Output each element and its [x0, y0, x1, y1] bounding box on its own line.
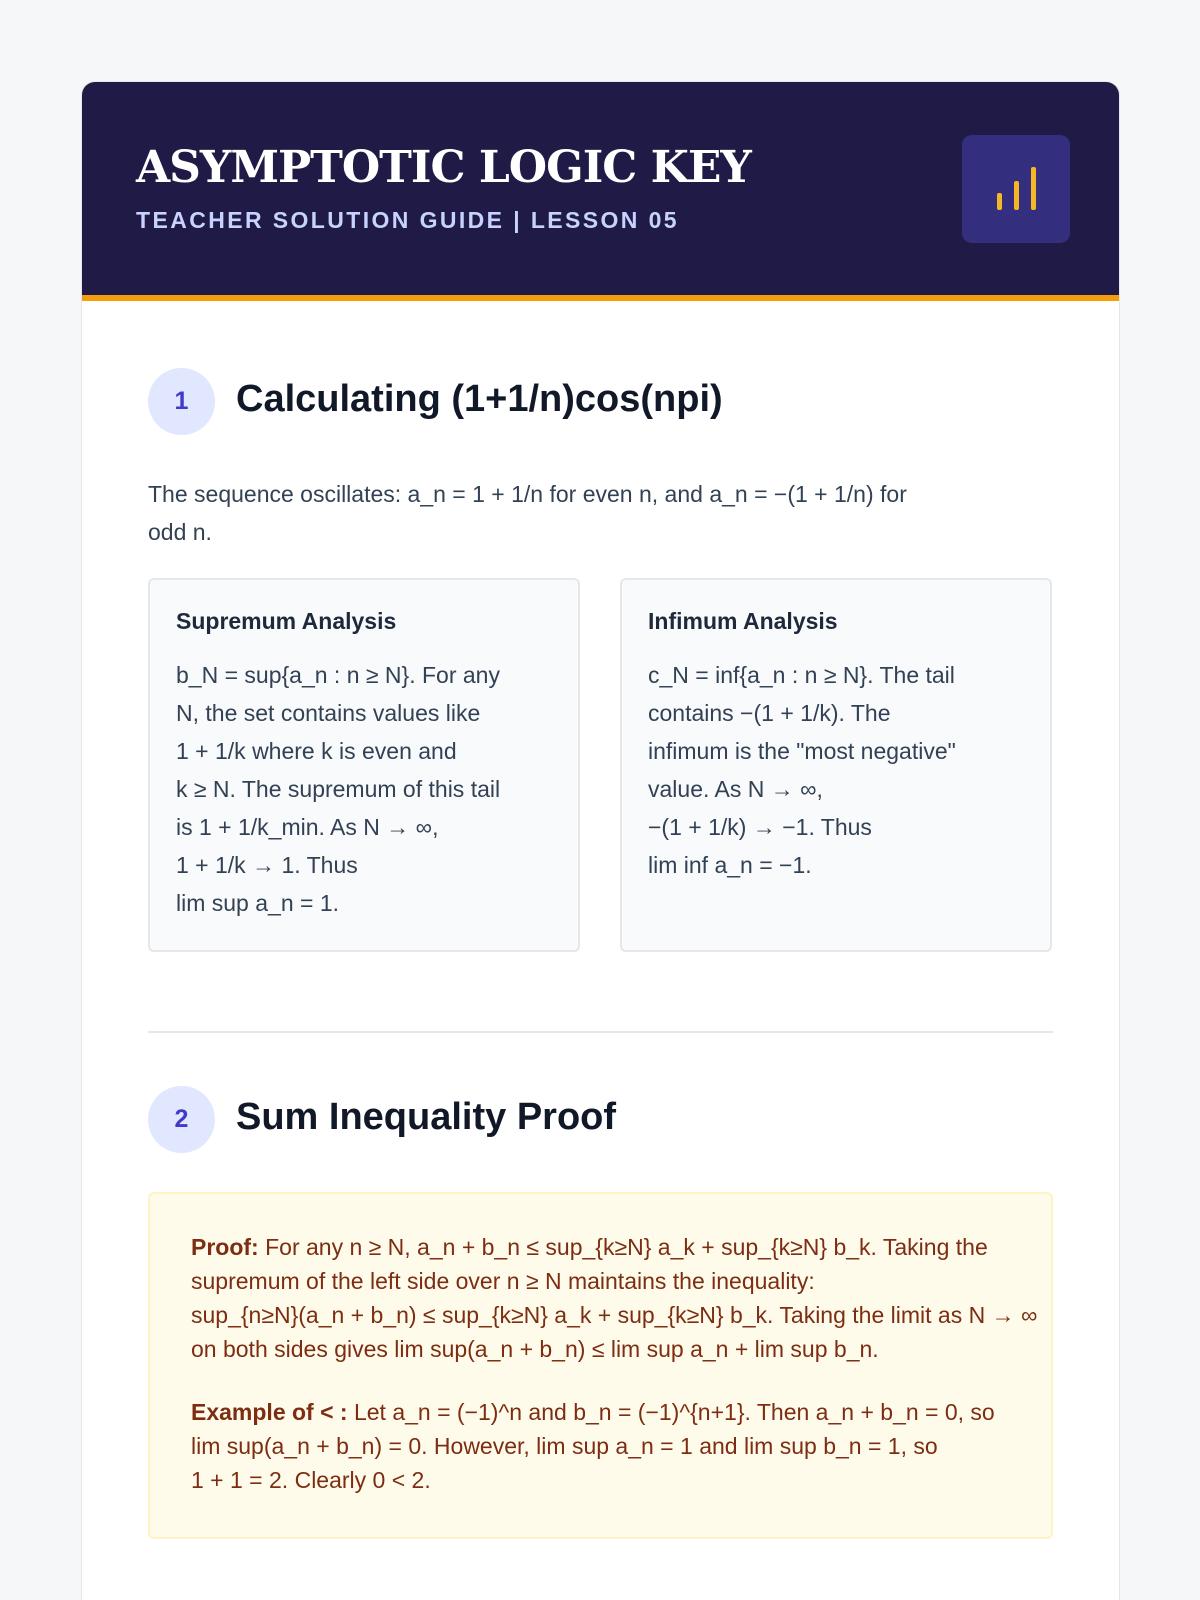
- supremum-analysis-box: [148, 578, 580, 952]
- section-intro-line: odd n.: [148, 519, 212, 545]
- box-title: Infimum Analysis: [648, 608, 838, 634]
- box-line: −(1 + 1/k) → −1. Thus: [648, 814, 872, 840]
- section-title: Sum Inequality Proof: [236, 1096, 617, 1138]
- box-line: c_N = inf{a_n : n ≥ N}. The tail: [648, 662, 955, 688]
- bar-chart-icon: [962, 135, 1070, 243]
- box-line: contains −(1 + 1/k). The: [648, 700, 891, 726]
- box-line: b_N = sup{a_n : n ≥ N}. For any: [176, 662, 500, 688]
- bar-chart-icon-bar: [997, 193, 1002, 210]
- box-body: [648, 656, 956, 884]
- box-line: 1 + 1/k → 1. Thus: [176, 852, 358, 878]
- box-body: [176, 656, 500, 922]
- section-number-badge: 2: [148, 1086, 215, 1153]
- header: [82, 82, 1119, 301]
- example-line-text: Let a_n = (−1)^n and b_n = (−1)^{n+1}. Then a_n + b_n = 0, so: [353, 1399, 995, 1425]
- solution-card: [81, 81, 1120, 1600]
- box-line: N, the set contains values like: [176, 700, 481, 726]
- page-subtitle: TEACHER SOLUTION GUIDE | LESSON 05: [136, 207, 679, 233]
- proof-label: Proof:: [191, 1234, 259, 1260]
- box-line: lim sup a_n = 1.: [176, 890, 340, 916]
- section-intro-line: The sequence oscillates: a_n = 1 + 1/n for even n, and a_n = −(1 + 1/n) for: [148, 481, 907, 507]
- box-line: is 1 + 1/k_min. As N → ∞,: [176, 814, 439, 840]
- bar-chart-icon-bar: [1014, 181, 1019, 210]
- example-line: lim sup(a_n + b_n) = 0. However, lim sup a_n = 1 and lim sup b_n = 1, so: [191, 1433, 938, 1459]
- example-line: 1 + 1 = 2. Clearly 0 < 2.: [191, 1467, 431, 1493]
- proof-callout: [148, 1192, 1053, 1539]
- box-line: infimum is the "most negative": [648, 738, 956, 764]
- section-title: Calculating (1+1/n)cos(npi): [236, 378, 723, 420]
- example-label: Example of < :: [191, 1399, 348, 1425]
- section-intro: [148, 475, 907, 551]
- bar-chart-icon-bar: [1031, 167, 1036, 210]
- box-line: value. As N → ∞,: [648, 776, 823, 802]
- box-line: 1 + 1/k where k is even and: [176, 738, 457, 764]
- proof-paragraph: [191, 1230, 1037, 1366]
- proof-line-text: For any n ≥ N, a_n + b_n ≤ sup_{k≥N} a_k + sup_{k≥N} b_k. Taking the: [265, 1234, 988, 1260]
- box-line: k ≥ N. The supremum of this tail: [176, 776, 501, 802]
- section-number-badge: 1: [148, 368, 215, 435]
- page-title: ASYMPTOTIC LOGIC KEY: [136, 142, 751, 193]
- example-paragraph: [191, 1395, 995, 1497]
- example-line: [191, 1395, 995, 1429]
- box-line: lim inf a_n = −1.: [648, 852, 812, 878]
- section-divider: [148, 1031, 1053, 1033]
- box-title: Supremum Analysis: [176, 608, 397, 634]
- proof-line: on both sides gives lim sup(a_n + b_n) ≤ lim sup a_n + lim sup b_n.: [191, 1336, 879, 1362]
- proof-line: supremum of the left side over n ≥ N maintains the inequality:: [191, 1268, 815, 1294]
- proof-line: [191, 1230, 1037, 1264]
- proof-line: sup_{n≥N}(a_n + b_n) ≤ sup_{k≥N} a_k + sup_{k≥N} b_k. Taking the limit as N → ∞: [191, 1302, 1038, 1328]
- infimum-analysis-box: [620, 578, 1052, 952]
